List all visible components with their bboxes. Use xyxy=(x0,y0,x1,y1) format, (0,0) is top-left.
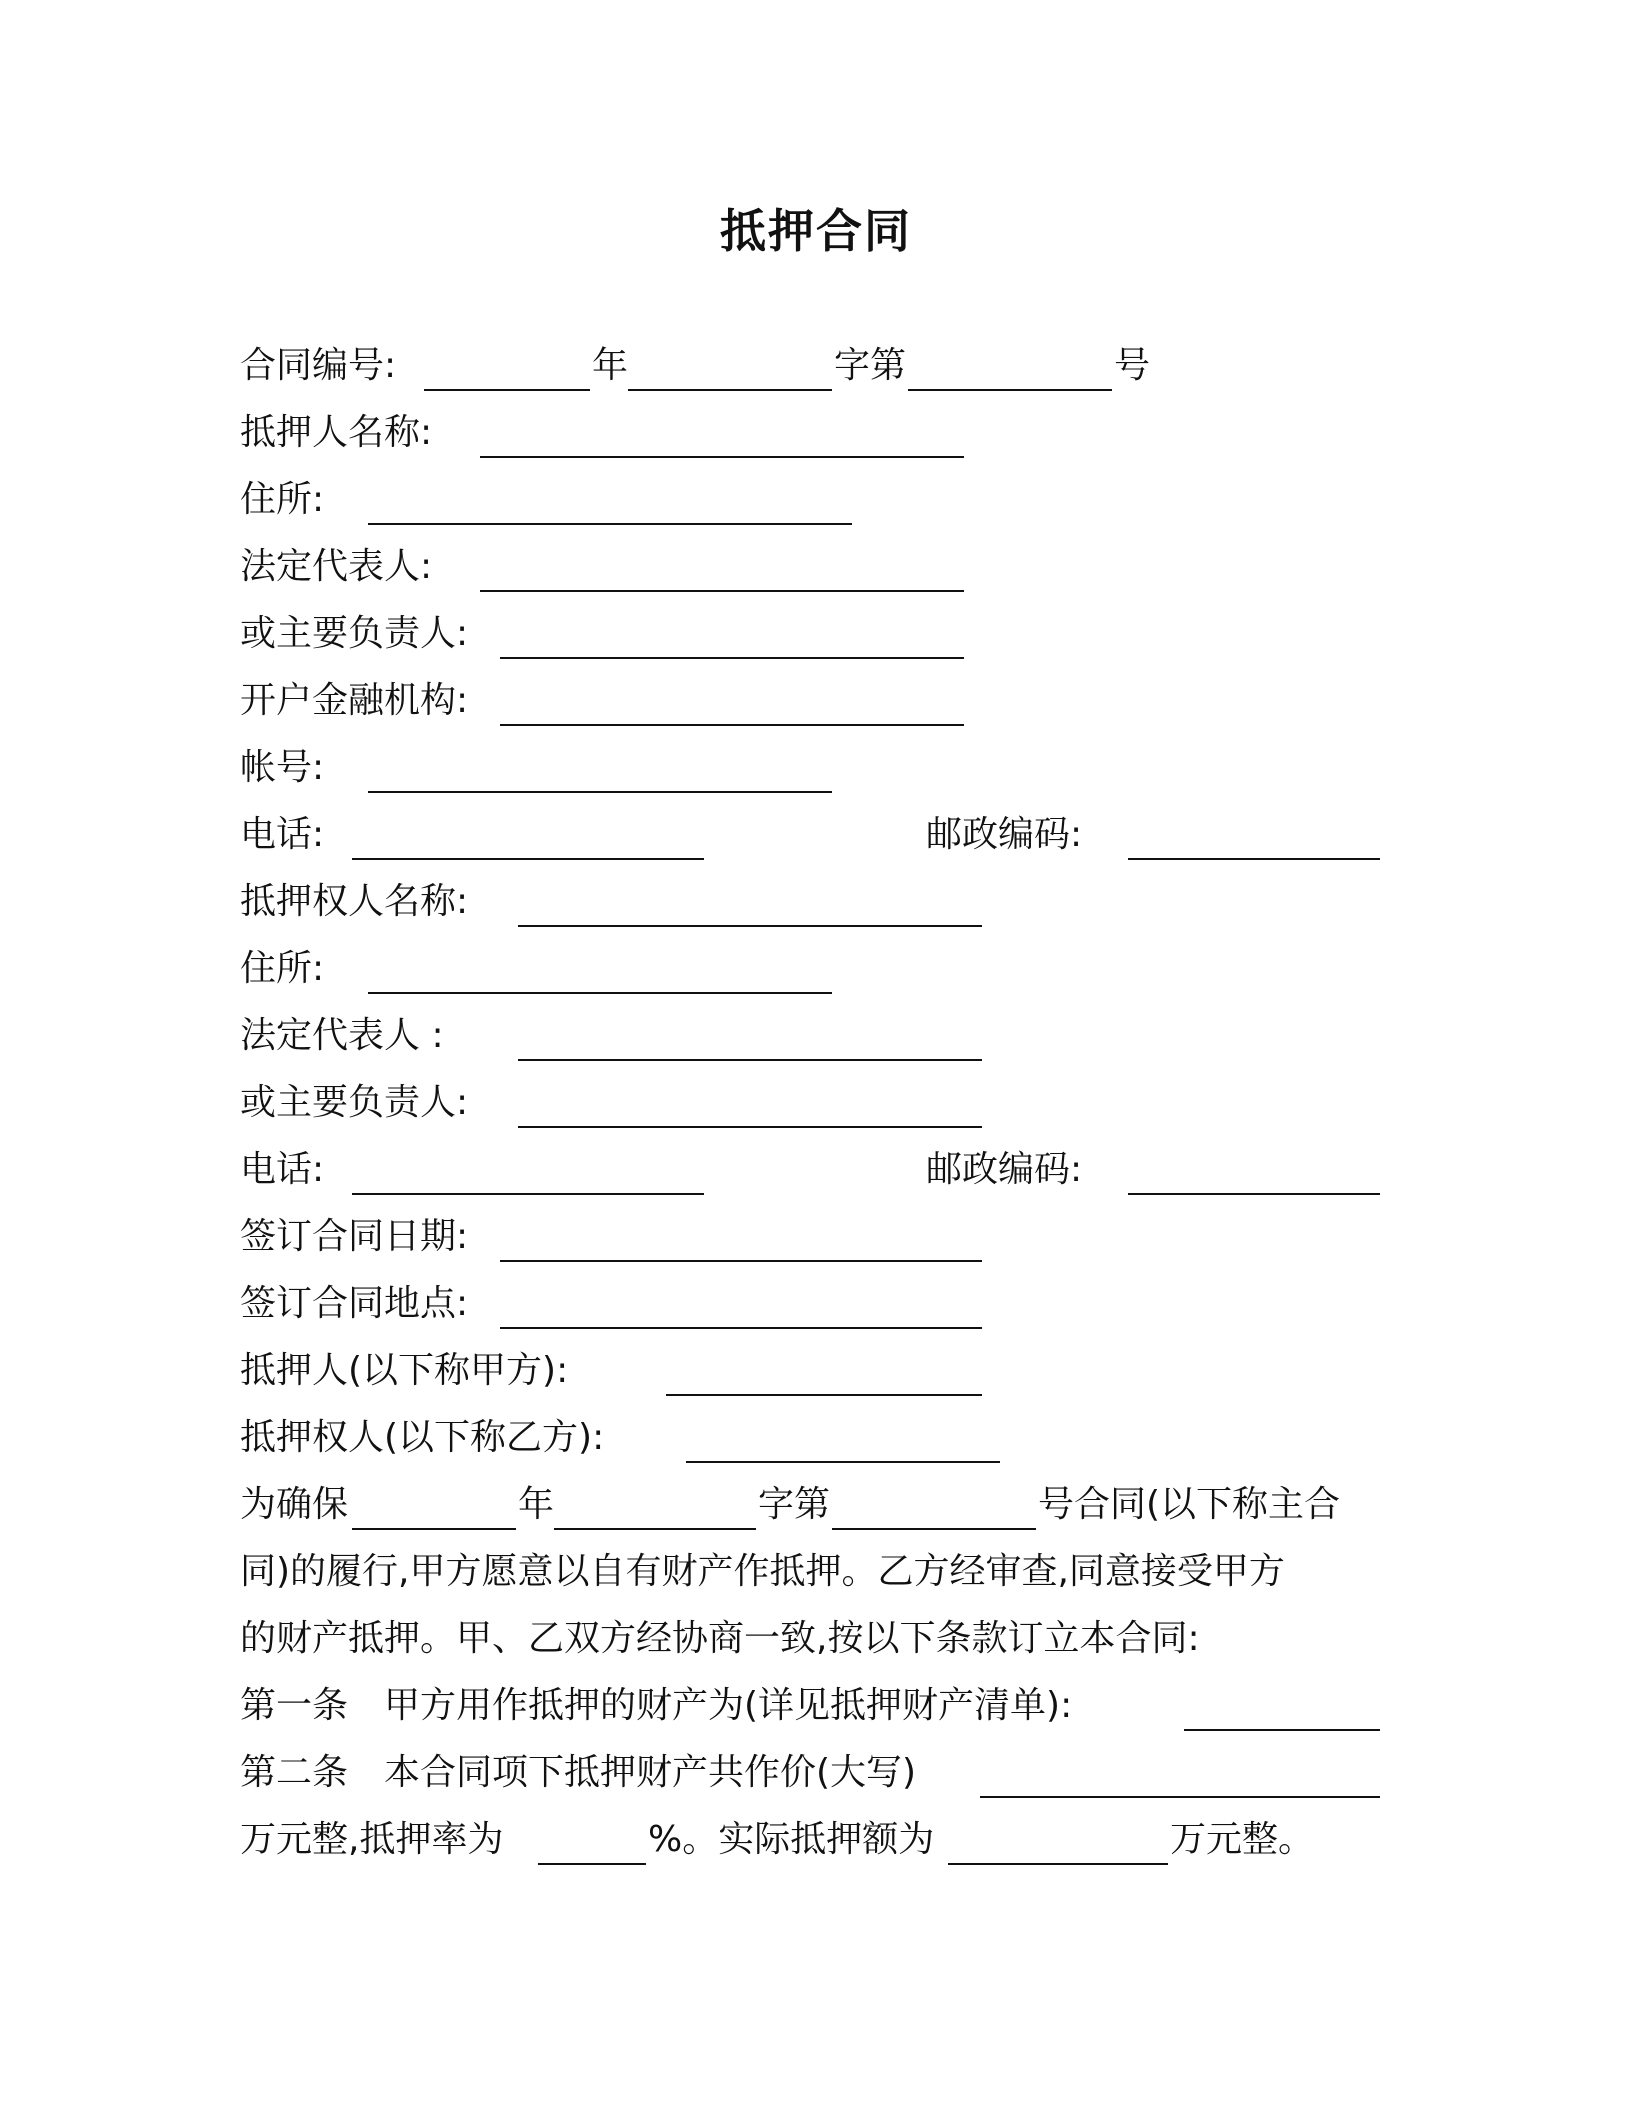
mortgagee-phone-label: 电话: xyxy=(240,1149,325,1190)
preamble-line-3: 的财产抵押。甲、乙双方经协商一致,按以下条款订立本合同: xyxy=(240,1618,1200,1659)
mortgagor-phone-label: 电话: xyxy=(240,814,325,855)
article-2-row xyxy=(240,1749,1440,1797)
mortgagee-legal-rep-field[interactable] xyxy=(518,1059,982,1061)
mortgagor-name-row xyxy=(240,409,1440,457)
mortgagor-account-row xyxy=(240,744,1440,792)
mortgagee-principal-label: 或主要负责人: xyxy=(240,1082,469,1123)
signing-place-row xyxy=(240,1280,1440,1328)
mortgagor-bank-label: 开户金融机构: xyxy=(240,680,469,721)
article-2-cont-text-a: 万元整,抵押率为 xyxy=(240,1819,504,1860)
mortgagor-address-label: 住所: xyxy=(240,479,325,520)
mortgagee-name-row xyxy=(240,878,1440,926)
mortgagee-principal-row xyxy=(240,1079,1440,1127)
mortgagor-address-field[interactable] xyxy=(368,523,852,525)
mortgagor-principal-field[interactable] xyxy=(500,657,964,659)
mortgagee-postcode-label: 邮政编码: xyxy=(926,1149,1083,1190)
article-1-field[interactable] xyxy=(1184,1729,1380,1731)
mortgagor-name-label: 抵押人名称: xyxy=(240,412,433,453)
article-1-row xyxy=(240,1682,1440,1730)
mortgagee-address-label: 住所: xyxy=(240,948,325,989)
contract-number-field[interactable] xyxy=(908,389,1112,391)
article-2-amount-field[interactable] xyxy=(980,1796,1380,1798)
main-contract-zi-field[interactable] xyxy=(554,1528,756,1530)
mortgagor-principal-label: 或主要负责人: xyxy=(240,613,469,654)
mortgagee-legal-rep-row xyxy=(240,1012,1440,1060)
mortgagor-postcode-label: 邮政编码: xyxy=(926,814,1083,855)
contract-number-row xyxy=(240,342,1440,390)
mortgagee-address-row xyxy=(240,945,1440,993)
article-2-text: 第二条 本合同项下抵押财产共作价(大写) xyxy=(240,1752,917,1793)
contract-hao-text: 号 xyxy=(1114,345,1151,386)
actual-mortgage-amount-field[interactable] xyxy=(948,1863,1168,1865)
mortgagor-account-label: 帐号: xyxy=(240,747,325,788)
mortgagee-postcode-field[interactable] xyxy=(1128,1193,1380,1195)
party-a-label: 抵押人(以下称甲方): xyxy=(240,1350,569,1391)
signing-date-row xyxy=(240,1213,1440,1261)
contract-zidi-text: 字第 xyxy=(834,345,907,386)
signing-date-field[interactable] xyxy=(500,1260,982,1262)
signing-place-field[interactable] xyxy=(500,1327,982,1329)
mortgagee-phone-row xyxy=(240,1146,1440,1194)
contract-zi-field[interactable] xyxy=(628,389,832,391)
party-a-field[interactable] xyxy=(666,1394,982,1396)
mortgagor-legal-rep-field[interactable] xyxy=(480,590,964,592)
mortgagor-bank-row xyxy=(240,677,1440,725)
signing-place-label: 签订合同地点: xyxy=(240,1283,469,1324)
article-2-cont-text-b: %。实际抵押额为 xyxy=(648,1819,935,1860)
preamble-text-1-end: 号合同(以下称主合 xyxy=(1038,1484,1341,1525)
mortgagor-legal-rep-label: 法定代表人: xyxy=(240,546,433,587)
contract-year-text: 年 xyxy=(592,345,629,386)
mortgagor-bank-field[interactable] xyxy=(500,724,964,726)
preamble-line-2: 同)的履行,甲方愿意以自有财产作抵押。乙方经审查,同意接受甲方 xyxy=(240,1551,1285,1592)
mortgagor-phone-field[interactable] xyxy=(352,858,704,860)
preamble-text-1: 为确保 xyxy=(240,1484,349,1525)
mortgagor-postcode-field[interactable] xyxy=(1128,858,1380,860)
main-contract-year-field[interactable] xyxy=(352,1528,516,1530)
preamble-line-1 xyxy=(240,1481,1440,1529)
contract-number-label: 合同编号: xyxy=(240,345,397,386)
main-contract-number-field[interactable] xyxy=(832,1528,1036,1530)
party-a-row xyxy=(240,1347,1440,1395)
mortgagor-name-field[interactable] xyxy=(480,456,964,458)
party-b-row xyxy=(240,1414,1440,1462)
mortgage-rate-field[interactable] xyxy=(538,1863,646,1865)
article-2-cont-row xyxy=(240,1816,1440,1864)
mortgagor-account-field[interactable] xyxy=(368,791,832,793)
mortgagee-principal-field[interactable] xyxy=(518,1126,982,1128)
article-1-text: 第一条 甲方用作抵押的财产为(详见抵押财产清单): xyxy=(240,1685,1073,1726)
mortgagee-name-label: 抵押权人名称: xyxy=(240,881,469,922)
page-title: 抵押合同 xyxy=(720,204,912,258)
mortgagor-address-row xyxy=(240,476,1440,524)
mortgagee-legal-rep-label: 法定代表人 : xyxy=(240,1015,444,1056)
preamble-year-text: 年 xyxy=(518,1484,555,1525)
party-b-field[interactable] xyxy=(686,1461,1000,1463)
mortgagee-address-field[interactable] xyxy=(368,992,832,994)
party-b-label: 抵押权人(以下称乙方): xyxy=(240,1417,605,1458)
mortgagor-principal-row xyxy=(240,610,1440,658)
contract-year-field[interactable] xyxy=(424,389,590,391)
mortgagee-name-field[interactable] xyxy=(518,925,982,927)
mortgagor-phone-row xyxy=(240,811,1440,859)
preamble-zidi-text: 字第 xyxy=(758,1484,831,1525)
mortgagor-legal-rep-row xyxy=(240,543,1440,591)
article-2-cont-text-c: 万元整。 xyxy=(1170,1819,1315,1860)
mortgagee-phone-field[interactable] xyxy=(352,1193,704,1195)
signing-date-label: 签订合同日期: xyxy=(240,1216,469,1257)
